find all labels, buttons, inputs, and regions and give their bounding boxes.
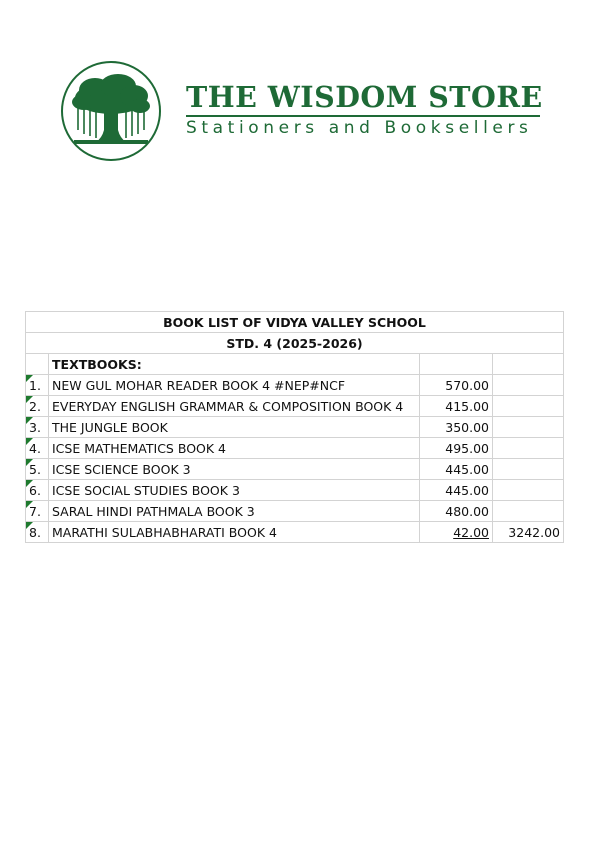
item-price: 42.00 bbox=[420, 522, 493, 543]
cell-comment-marker bbox=[26, 396, 33, 403]
item-title: ICSE SOCIAL STUDIES BOOK 3 bbox=[49, 480, 420, 501]
store-tagline: Stationers and Booksellers bbox=[186, 118, 533, 138]
table-row bbox=[26, 396, 564, 417]
cell-comment-marker bbox=[26, 438, 33, 445]
table-row bbox=[26, 522, 564, 543]
section-header-row bbox=[26, 354, 564, 375]
item-price: 570.00 bbox=[420, 375, 493, 396]
item-title: NEW GUL MOHAR READER BOOK 4 #NEP#NCF bbox=[49, 375, 420, 396]
item-number: 8. bbox=[26, 522, 49, 543]
cell-comment-marker bbox=[26, 522, 33, 529]
item-number: 6. bbox=[26, 480, 49, 501]
cell-comment-marker bbox=[26, 501, 33, 508]
item-total bbox=[493, 396, 564, 417]
item-total bbox=[493, 459, 564, 480]
store-brand bbox=[186, 80, 543, 139]
table-row bbox=[26, 501, 564, 522]
banyan-tree-icon bbox=[60, 60, 162, 162]
cell-comment-marker bbox=[26, 417, 33, 424]
item-title: SARAL HINDI PATHMALA BOOK 3 bbox=[49, 501, 420, 522]
item-price: 480.00 bbox=[420, 501, 493, 522]
store-name: THE WISDOM STORE bbox=[186, 80, 543, 114]
table-row bbox=[26, 438, 564, 459]
item-number: 2. bbox=[26, 396, 49, 417]
item-number: 5. bbox=[26, 459, 49, 480]
item-number: 3. bbox=[26, 417, 49, 438]
book-items bbox=[26, 375, 564, 543]
table-row bbox=[26, 375, 564, 396]
item-title: ICSE MATHEMATICS BOOK 4 bbox=[49, 438, 420, 459]
item-title: EVERYDAY ENGLISH GRAMMAR & COMPOSITION BOOK 4 bbox=[49, 396, 420, 417]
book-list-table bbox=[25, 311, 564, 543]
item-number: 7. bbox=[26, 501, 49, 522]
item-total: 3242.00 bbox=[493, 522, 564, 543]
item-price: 445.00 bbox=[420, 480, 493, 501]
item-price: 350.00 bbox=[420, 417, 493, 438]
item-number: 4. bbox=[26, 438, 49, 459]
item-total bbox=[493, 417, 564, 438]
section-label: TEXTBOOKS: bbox=[49, 354, 420, 375]
table-row bbox=[26, 459, 564, 480]
cell-comment-marker bbox=[26, 375, 33, 382]
standard-label: STD. 4 (2025-2026) bbox=[26, 333, 564, 354]
item-title: ICSE SCIENCE BOOK 3 bbox=[49, 459, 420, 480]
table-standard-row bbox=[26, 333, 564, 354]
item-title: THE JUNGLE BOOK bbox=[49, 417, 420, 438]
item-price: 445.00 bbox=[420, 459, 493, 480]
item-price: 415.00 bbox=[420, 396, 493, 417]
table-title-row bbox=[26, 312, 564, 333]
item-total bbox=[493, 501, 564, 522]
item-price: 495.00 bbox=[420, 438, 493, 459]
item-total bbox=[493, 375, 564, 396]
item-title: MARATHI SULABHABHARATI BOOK 4 bbox=[49, 522, 420, 543]
item-number: 1. bbox=[26, 375, 49, 396]
banyan-tree-logo bbox=[60, 60, 162, 162]
book-list-title: BOOK LIST OF VIDYA VALLEY SCHOOL bbox=[26, 312, 564, 333]
cell-comment-marker bbox=[26, 459, 33, 466]
table-row bbox=[26, 480, 564, 501]
item-total bbox=[493, 480, 564, 501]
cell-comment-marker bbox=[26, 480, 33, 487]
table-row bbox=[26, 417, 564, 438]
item-total bbox=[493, 438, 564, 459]
